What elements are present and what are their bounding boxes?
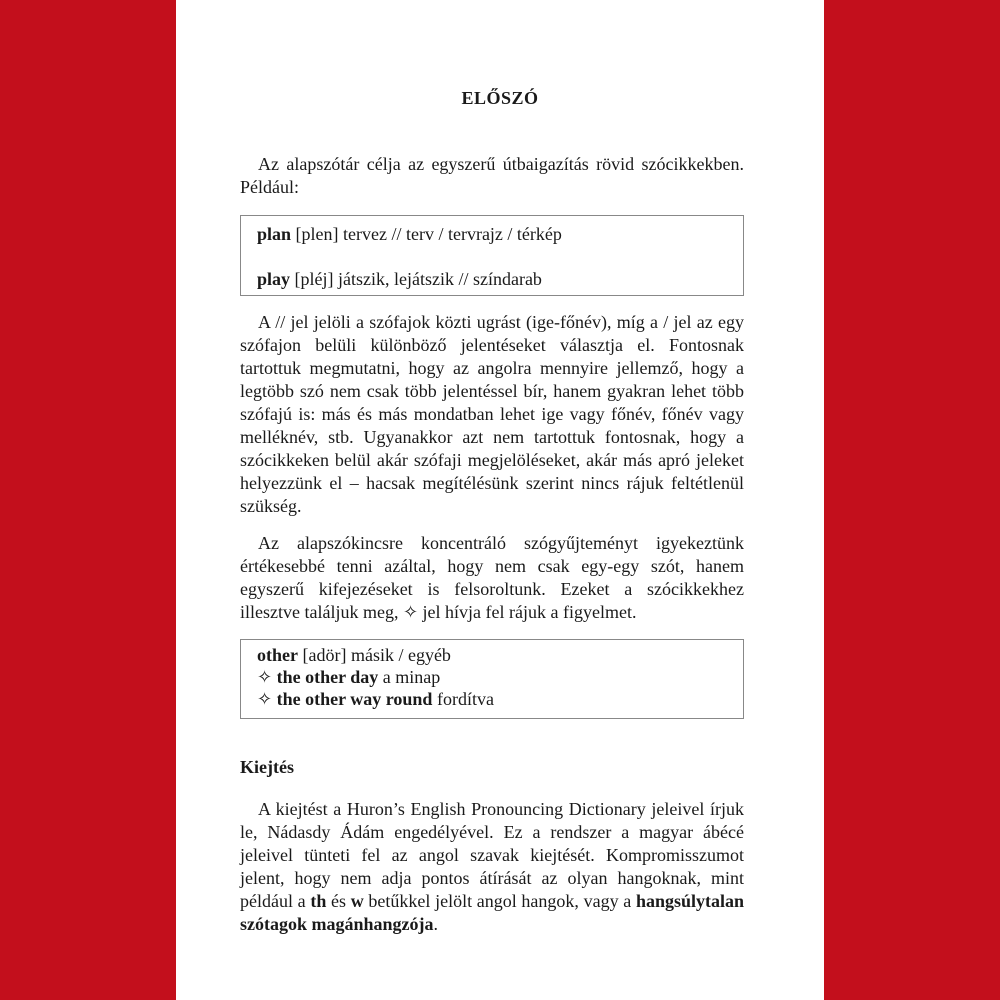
paragraph-pronunciation <box>240 798 744 936</box>
paragraph-text <box>240 798 744 936</box>
dictionary-entry <box>257 269 729 290</box>
dictionary-entry <box>257 644 729 666</box>
phrase-meaning: fordítva <box>432 689 494 709</box>
entry-word: other <box>257 645 298 665</box>
paragraph-word-classes <box>240 311 744 518</box>
entry-word: play <box>257 269 291 289</box>
phrase-text: the other day <box>276 667 379 687</box>
intro-text: Az alapszótár célja az egyszerű útbaigazítás rövid szócikkekben. Például: <box>240 154 744 197</box>
text-span: és <box>326 891 351 911</box>
phrase-text: the other way round <box>276 689 433 709</box>
phrase-entry <box>257 688 729 710</box>
entry-definition: [plen] tervez // terv / tervrajz / térkép <box>291 224 562 244</box>
phrase-marker-icon: ✧ <box>257 689 277 709</box>
intro-paragraph <box>240 153 744 199</box>
entry-definition: [adör] másik / egyéb <box>297 645 451 665</box>
phrase-meaning: a minap <box>378 667 441 687</box>
phrase-entry <box>257 666 729 688</box>
bold-letters: th <box>310 891 327 911</box>
phrase-marker-icon: ✧ <box>257 667 277 687</box>
page-title: ELŐSZÓ <box>461 88 539 108</box>
example-box-plan-play <box>240 215 744 296</box>
page <box>176 0 824 1000</box>
paragraph-text: Az alapszókincsre koncentráló szógyűjteményt igyekeztünk értékesebbé tenni azáltal, hogy nem csak egy-egy szót, hanem egyszerű kifejezéseket is felsoroltunk. Ezeket a szócikkekhez illesztve találjuk meg, ✧ jel hívja fel rájuk a figyelmet. <box>240 533 744 622</box>
paragraph-expressions <box>240 532 744 624</box>
text-span: betűkkel jelölt angol hangok, vagy a <box>363 891 636 911</box>
section-heading: Kiejtés <box>240 757 294 777</box>
entry-definition: [pléj] játszik, lejátszik // színdarab <box>290 269 542 289</box>
entry-word: plan <box>257 224 292 244</box>
text-span: . <box>433 914 439 934</box>
example-box-other <box>240 639 744 719</box>
paragraph-text: A // jel jelöli a szófajok közti ugrást (ige-főnév), míg a / jel az egy szófajon belüli különböző jelentéseket választja el. Fontosnak tartottuk megmutatni, hogy az angolra mennyire jellemző, hogy a legtöbb szó nem csak több jelentéssel bír, hanem gyakran lehet több szófajú is: más és más mondatban lehet ige vagy főnév, főnév vagy melléknév, stb. Ugyanakkor azt nem tartottuk fontosnak, hogy a szócikkeken belül akár szófaji megjelöléseket, akár más apró jeleket helyezzünk el – hacsak megítélésünk szerint nincs rájuk feltétlenül szükség. <box>240 312 744 516</box>
bold-letters: w <box>350 891 364 911</box>
dictionary-entry <box>257 224 729 245</box>
text-span: A kiejtést a Huron’s English Pronouncing Dictionary jeleivel írjuk le, Nádasdy Ádám engedélyével. Ez a rendszer a magyar ábécé jeleivel tünteti fel az angol szavak kiejtését. Kompromisszumot jelent, hogy nem adja pontos átírását az olyan hangoknak, mint például a <box>240 799 744 911</box>
bold-phrase: hangsúlytalan szótagok magánhangzója <box>240 891 744 934</box>
